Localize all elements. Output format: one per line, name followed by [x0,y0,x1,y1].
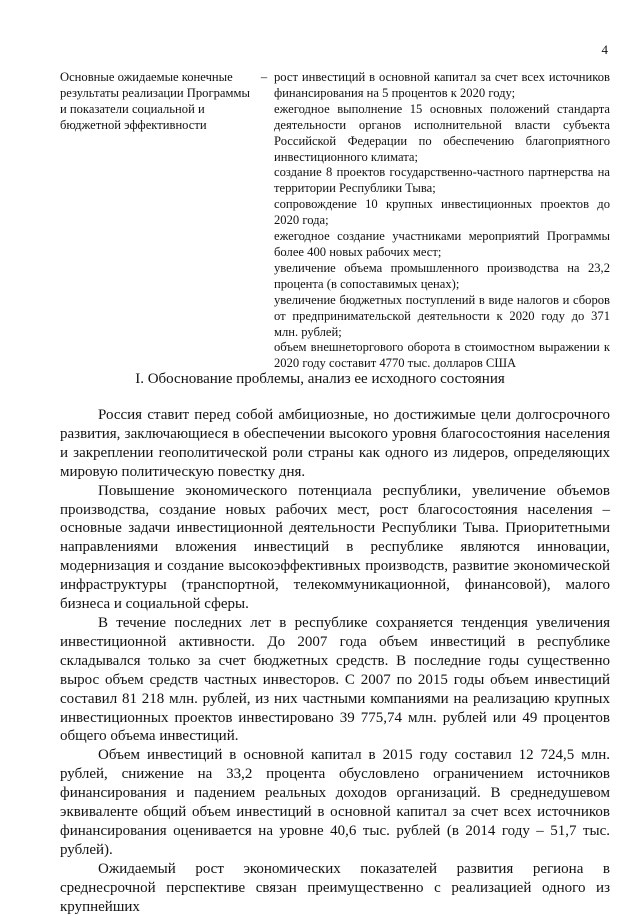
paragraph: Ожидаемый рост экономических показателей развития региона в среднесрочной перспективе связан преимущественно с реализацией одного из крупнейших [60,860,610,915]
results-item: ежегодное выполнение 15 основных положений стандарта деятельности органов исполнительной власти субъекта Российской Федерации по обеспечению благоприятного инвестиционного климата; [274,101,610,164]
paragraph: Россия ставит перед собой амбициозные, но достижимые цели долгосрочного развития, заключающиеся в обеспечении высокого уровня благосостояния населения и закреплении геополитической роли страны как одного из лидеров, определяющих мировую политическую повестку дня. [60,407,610,480]
results-item: рост инвестиций в основной капитал за счет всех источников финансирования на 5 процентов к 2020 году; [274,70,610,100]
results-item: ежегодное создание участниками мероприятий Программы более 400 новых рабочих мест; [274,229,610,259]
results-item: увеличение бюджетных поступлений в виде налогов и сборов от предпринимательской деятельности к 2020 году до 371 млн. рублей; [274,292,610,339]
paragraph: Повышение экономического потенциала республики, увеличение объемов производства, создание новых рабочих мест, рост благосостояния населения – основные задачи инвестиционной деятельности Республики Тыва. Приоритетными направлениями вложения инвестиций в республике являются инновации, модернизация и создание высокоэффективных производств, развитие экономической инфраструктуры (транспортной, телекоммуникационной, финансовой), малого бизнеса и социальной сферы. [60,482,610,613]
results-item: создание 8 проектов государственно-частного партнерства на территории Республики Тыва; [274,165,610,196]
paragraph: В течение последних лет в республике сохраняется тенденция увеличения инвестиционной активности. До 2007 года объем инвестиций в республике складывался только за счет бюджетных средств. В последние годы существенно вырос объем средств частных инвесторов. С 2007 по 2015 годы объем инвестиций составил 81 218 млн. рублей, из них частными компаниями на реализацию крупных инвестиционных проектов инвестировано 39 775,74 млн. рублей или 49 процентов общего объема инвестиций. [60,614,610,745]
results-dash: – [260,70,268,84]
paragraph: Объем инвестиций в основной капитал в 2015 году составил 12 724,5 млн. рублей, снижение на 33,2 процента обусловлено ограничением источников финансирования и падением реальных доходов организаций. В среднедушевом эквиваленте общий объем инвестиций в основной капитал за счет всех источников финансирования оценивается на уровне 40,6 тыс. рублей (в 2014 году – 51,7 тыс. рублей). [60,747,610,858]
results-items [274,70,610,372]
section-heading: I. Обоснование проблемы, анализ ее исходного состояния [135,371,505,387]
results-item: объем внешнеторгового оборота в стоимостном выражении к 2020 году составит 4770 тыс. долларов США [274,340,610,371]
results-item: сопровождение 10 крупных инвестиционных проектов до 2020 года; [274,197,610,228]
results-item: увеличение объема промышленного производства на 23,2 процента (в сопоставимых ценах); [274,260,610,291]
page-number: 4 [601,42,608,57]
results-table [60,70,610,372]
results-label: Основные ожидаемые конечные результаты реализации Программы и показатели социальной и бюджетной эффективности [60,70,250,132]
body-text [60,406,610,916]
